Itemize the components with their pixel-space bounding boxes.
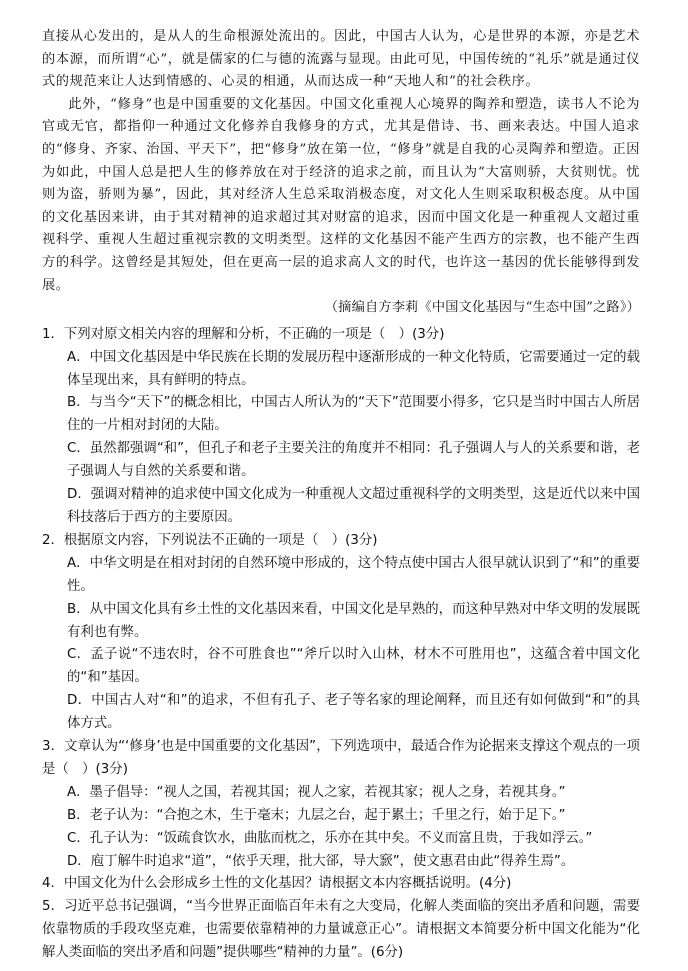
option-d: D．中国古人对“和”的追求，不但有孔子、老子等名家的理论阐释，而且还有如何做到“和”的具体方式。: [67, 693, 640, 732]
question-2: [42, 530, 640, 736]
passage-paragraph-2: 此外，“修身”也是中国重要的文化基因。中国文化重视人心境界的陶养和塑造，读书人不论为官或无官，都指仰一种通过文化修养自我修身的方式，尤其是借诗、书、画来表达。中国人追求的“修身、齐家、治国、平天下”，把“修身”放在第一位，“修身”就是自我的心灵陶养和塑造。正因为如此，中国人总是把人生的修养放在对于经济的追求之前，而且认为“大富则骄，大贫则忧。忧则为盗，骄则为暴”，因此，其对经济人生总采取消极态度，对文化人生则采取积极态度。从中国的文化基因来讲，由于其对精神的追求超过其对财富的追求，因而中国文化是一种重视人文超过重视科学、重视人生超过重视宗教的文明类型。这样的文化基因不能产生西方的宗教，也不能产生西方的科学。这曾经是其短处，但在更高一层的追求高人文的时代，也许这一基因的优长能够得到发展。: [42, 96, 640, 293]
option-a: A．中国文化基因是中华民族在长期的发展历程中逐渐形成的一种文化特质，它需要通过一定的载体呈现出来，具有鲜明的特点。: [67, 349, 640, 388]
option-d: D．强调对精神的追求使中国文化成为一种重视人文超过重视科学的文明类型，这是近代以来中国科技落后于西方的主要原因。: [67, 487, 640, 525]
option-b: B．老子认为：“合抱之木，生于毫末；九层之台，起于累土；千里之行，始于足下。”: [67, 807, 566, 823]
option-c: C．孟子说“不违农时，谷不可胜食也”“斧斤以时入山林，材木不可胜用也”，这蕴含着中国文化的“和”基因。: [67, 647, 640, 686]
reading-passage: [42, 26, 640, 320]
question-4: [42, 873, 640, 896]
passage-paragraph-1: 直接从心发出的，是从人的生命根源处流出的。因此，中国古人认为，心是世界的本源，亦是艺术的本源，而所谓“心”，就是儒家的仁与德的流露与显现。由此可见，中国传统的“礼乐”就是通过仪式的规范来让人达到情感的、心灵的相通，从而达成一种“天地人和”的社会秩序。: [42, 29, 640, 90]
question-stem: 1．下列对原文相关内容的理解和分析，不正确的一项是（ ）(3分): [42, 326, 445, 342]
question-1: [42, 324, 640, 530]
question-stem: 2．根据原文内容，下列说法不正确的一项是（ ）(3分): [42, 532, 378, 548]
question-5: [42, 896, 640, 965]
option-a: A．中华文明是在相对封闭的自然环境中形成的，这个特点使中国古人很早就认识到了“和”的重要性。: [67, 555, 640, 594]
question-stem: 3．文章认为“‘修身’也是中国重要的文化基因”，下列选项中，最适合作为论据来支撑这个观点的一项是（ ）(3分): [42, 739, 640, 777]
question-3: [42, 736, 640, 873]
question-stem: 4．中国文化为什么会形成乡土性的文化基因？请根据文本内容概括说明。(4分): [42, 876, 512, 892]
option-d: D．庖丁解牛时追求“道”，“依乎天理，批大郤，导大窾”，使文惠君由此“得养生焉”。: [67, 853, 575, 869]
option-b: B．从中国文化具有乡土性的文化基因来看，中国文化是早熟的，而这种早熟对中华文明的发展既有利也有弊。: [67, 601, 640, 640]
question-stem: 5．习近平总书记强调，“当今世界正面临百年未有之大变局，化解人类面临的突出矛盾和问题，需要依靠物质的手段攻坚克难，也需要依靠精神的力量诚意正心”。请根据文本简要分析中国文化能为“化解人类面临的突出矛盾和问题”提供哪些“精神的力量”。(6分): [42, 899, 640, 961]
option-c: C．虽然都强调“和”，但孔子和老子主要关注的角度并不相同：孔子强调人与人的关系要和谐，老子强调人与自然的关系要和谐。: [67, 441, 640, 480]
option-a: A．墨子倡导：“视人之国，若视其国；视人之家，若视其家；视人之身，若视其身。”: [67, 784, 566, 800]
option-c: C．孔子认为：“饭疏食饮水，曲肱而枕之，乐亦在其中矣。不义而富且贵，于我如浮云。”: [67, 830, 593, 846]
option-b: B．与当今“天下”的概念相比，中国古人所认为的“天下”范围要小得多，它只是当时中国古人所居住的一片相对封闭的大陆。: [67, 395, 640, 434]
passage-source: （摘编自方李莉《中国文化基因与“生态中国”之路》）: [324, 300, 640, 316]
question-list: [42, 324, 640, 965]
